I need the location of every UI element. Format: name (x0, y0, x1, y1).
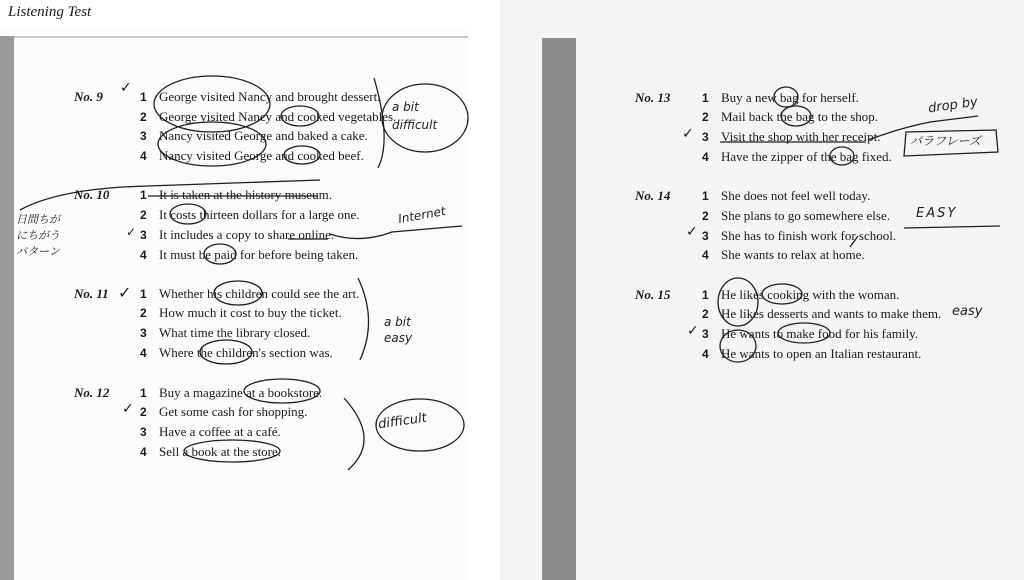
page-gutter (468, 0, 500, 580)
option-text[interactable]: She plans to go somewhere else. (721, 208, 890, 223)
page-header (0, 0, 468, 30)
option-number: 4 (140, 445, 147, 459)
option-text[interactable]: It must be paid for before being taken. (159, 247, 359, 262)
note-paraphrase: パラフレーズ (910, 134, 981, 148)
note-drop-by: drop by (927, 94, 979, 117)
option-text[interactable]: It costs thirteen dollars for a large one. (159, 207, 360, 222)
option-number: 3 (140, 129, 147, 143)
option-number: 4 (140, 346, 147, 360)
option-text[interactable]: What time the library closed. (159, 325, 311, 340)
note-difficult: difficult (377, 410, 428, 433)
option-number: 2 (702, 209, 709, 223)
option-text[interactable]: Mail back the bag to the shop. (721, 109, 879, 124)
option-number: 1 (702, 189, 709, 203)
option-number: 2 (140, 208, 147, 222)
option-text[interactable]: George visited Nancy and cooked vegetables. (159, 109, 397, 124)
option-text[interactable]: Where the children's section was. (159, 345, 333, 360)
option-text[interactable]: Nancy visited George and cooked beef. (159, 148, 364, 163)
option-text[interactable]: Have a coffee at a café. (159, 424, 281, 439)
option-number: 2 (140, 110, 147, 124)
question-label-15: No. 15 (635, 287, 671, 302)
option-number: 3 (140, 228, 147, 242)
option-number: 1 (140, 287, 147, 301)
check-mark-icon: ✓ (120, 80, 132, 96)
option-text[interactable]: He likes desserts and wants to make them. (721, 306, 942, 321)
option-text[interactable]: Sell a book at the store. (159, 444, 282, 459)
option-text[interactable]: George visited Nancy and brought dessert. (159, 89, 381, 104)
option-text[interactable]: He wants to open an Italian restaurant. (721, 346, 922, 361)
note-internet: Internet (397, 203, 447, 227)
check-mark-icon: ✓ (122, 401, 134, 417)
option-text[interactable]: Get some cash for shopping. (159, 404, 308, 419)
question-label-12: No. 12 (74, 385, 110, 400)
check-mark-icon: ✓ (686, 224, 698, 240)
option-text[interactable]: It is taken at the history museum. (159, 187, 332, 202)
note-japanese: 日間ちが にちがう パターン (16, 213, 60, 258)
option-number: 2 (140, 405, 147, 419)
page-title: Listening Test (8, 4, 92, 20)
right-page (500, 0, 1024, 580)
option-text[interactable]: Whether his children could see the art. (159, 286, 360, 301)
option-text[interactable]: Buy a new bag for herself. (721, 90, 859, 105)
check-mark-icon: ✓ (682, 126, 694, 142)
option-text[interactable]: It includes a copy to share online. (159, 227, 335, 242)
option-text[interactable]: He likes cooking with the woman. (721, 287, 900, 302)
option-number: 4 (702, 150, 709, 164)
check-mark-icon: ✓ (118, 283, 132, 302)
question-label-13: No. 13 (635, 90, 671, 105)
option-text[interactable]: She wants to relax at home. (721, 247, 865, 262)
option-number: 2 (702, 307, 709, 321)
option-text[interactable]: Visit the shop with her receipt. (721, 129, 881, 144)
right-margin-strip (542, 38, 576, 580)
option-text[interactable]: Buy a magazine at a bookstore. (159, 385, 323, 400)
note-abit-easy: a bit easy (384, 315, 413, 345)
note-abit-difficult: a bit difficult (392, 100, 438, 132)
question-label-14: No. 14 (635, 188, 671, 203)
option-number: 4 (702, 347, 709, 361)
option-number: 1 (702, 91, 709, 105)
question-label-11: No. 11 (74, 286, 109, 301)
option-number: 3 (702, 229, 709, 243)
check-mark-icon: ✓ (687, 323, 699, 339)
option-text[interactable]: He wants to make food for his family. (721, 326, 918, 341)
option-text[interactable]: Have the zipper of the bag fixed. (721, 149, 892, 164)
option-number: 1 (140, 90, 147, 104)
option-text[interactable]: Nancy visited George and baked a cake. (159, 128, 368, 143)
note-easy: easy (952, 304, 983, 319)
option-number: 3 (702, 130, 709, 144)
option-number: 3 (702, 327, 709, 341)
question-label-9: No. 9 (74, 89, 103, 104)
left-margin-strip (0, 36, 14, 580)
option-text[interactable]: She has to finish work for school. (721, 228, 897, 243)
left-page (0, 0, 468, 580)
option-number: 1 (140, 386, 147, 400)
option-text[interactable]: How much it cost to buy the ticket. (159, 305, 342, 320)
option-number: 4 (140, 149, 147, 163)
page-divider (14, 36, 468, 38)
option-number: 4 (702, 248, 709, 262)
option-number: 2 (140, 306, 147, 320)
question-label-10: No. 10 (74, 187, 110, 202)
option-number: 3 (140, 326, 147, 340)
option-text[interactable]: She does not feel well today. (721, 188, 871, 203)
note-easy-caps: EASY (916, 206, 958, 221)
option-number: 1 (702, 288, 709, 302)
check-mark-icon: ✓ (126, 225, 137, 239)
option-number: 4 (140, 248, 147, 262)
option-number: 3 (140, 425, 147, 439)
option-number: 1 (140, 188, 147, 202)
option-number: 2 (702, 110, 709, 124)
